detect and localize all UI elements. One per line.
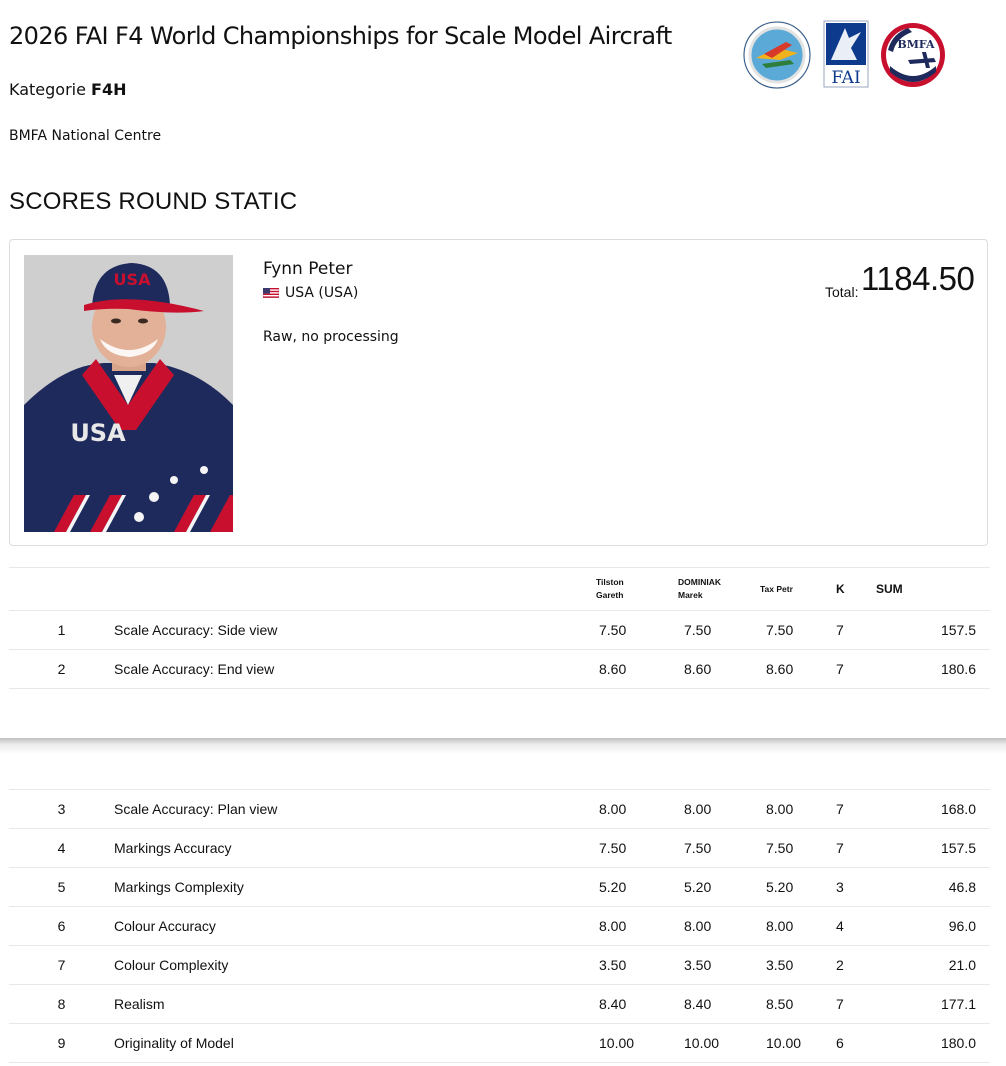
header-judge-1: [584, 568, 672, 611]
judge-2-score: 3.50: [672, 946, 754, 985]
header-criterion: [114, 568, 584, 611]
criterion-name: Originality of Model: [114, 1024, 584, 1063]
row-number: 5: [9, 868, 114, 907]
header-judge-3: [754, 568, 836, 611]
venue-text: BMFA National Centre: [9, 128, 162, 144]
bmfa-logo-text: BMFA: [897, 38, 935, 51]
judge-3-score: 8.50: [754, 985, 836, 1024]
row-number: 6: [9, 907, 114, 946]
judge-3-score: 10.00: [754, 1024, 836, 1063]
championship-logo: [742, 20, 812, 90]
row-number: 8: [9, 985, 114, 1024]
judge-3-score: 7.50: [754, 611, 836, 650]
judge-2-score: 7.50: [672, 611, 754, 650]
k-factor: 4: [836, 907, 876, 946]
criterion-name: Colour Complexity: [114, 946, 584, 985]
row-number: 4: [9, 829, 114, 868]
table-row: [9, 829, 990, 868]
criterion-name: Scale Accuracy: End view: [114, 650, 584, 689]
table-row: [9, 790, 990, 829]
row-sum: 46.8: [876, 868, 990, 907]
judge-1-score: 3.50: [584, 946, 672, 985]
k-factor: 7: [836, 985, 876, 1024]
judge-1-score: 8.40: [584, 985, 672, 1024]
row-sum: 180.0: [876, 1024, 990, 1063]
table-row: [9, 907, 990, 946]
criterion-name: Scale Accuracy: Side view: [114, 611, 584, 650]
judge-1-score: 8.00: [584, 907, 672, 946]
usa-flag-icon: [263, 288, 279, 298]
table-row: [9, 946, 990, 985]
row-number: 1: [9, 611, 114, 650]
table-row: [9, 868, 990, 907]
judge-1-score: 8.00: [584, 790, 672, 829]
judge-1-name: Tilston Gareth: [596, 577, 624, 600]
row-number: 9: [9, 1024, 114, 1063]
judge-2-name: DOMINIAK Marek: [678, 577, 721, 600]
criterion-name: Colour Accuracy: [114, 907, 584, 946]
criterion-name: Markings Accuracy: [114, 829, 584, 868]
row-sum: 157.5: [876, 829, 990, 868]
total-value: 1184.50: [861, 260, 975, 297]
judge-3-score: 8.60: [754, 650, 836, 689]
judge-2-score: 8.60: [672, 650, 754, 689]
scores-table: [9, 567, 990, 689]
scores-table-continued: [9, 751, 990, 1063]
header-k: K: [836, 568, 876, 611]
judge-1-score: 7.50: [584, 829, 672, 868]
row-number: 3: [9, 790, 114, 829]
page-title: 2026 FAI F4 World Championships for Scale Model Aircraft: [9, 22, 672, 50]
judge-2-score: 5.20: [672, 868, 754, 907]
k-factor: 2: [836, 946, 876, 985]
header-judge-2: [672, 568, 754, 611]
criterion-name: Realism: [114, 985, 584, 1024]
k-factor: 7: [836, 829, 876, 868]
judge-2-score: 7.50: [672, 829, 754, 868]
row-sum: 180.6: [876, 650, 990, 689]
bmfa-logo: [878, 20, 948, 90]
table-header-row: [9, 568, 990, 611]
judge-2-score: 8.00: [672, 907, 754, 946]
row-sum: 21.0: [876, 946, 990, 985]
logo-strip: [742, 20, 952, 90]
judge-1-score: 8.60: [584, 650, 672, 689]
spacer-row: [9, 751, 990, 790]
judge-2-score: 8.00: [672, 790, 754, 829]
shirt-text: USA: [70, 419, 126, 447]
row-number: 7: [9, 946, 114, 985]
k-factor: 7: [836, 790, 876, 829]
row-sum: 177.1: [876, 985, 990, 1024]
judge-3-score: 8.00: [754, 790, 836, 829]
judge-1-score: 7.50: [584, 611, 672, 650]
k-factor: 7: [836, 611, 876, 650]
table-row: [9, 1024, 990, 1063]
judge-3-score: 5.20: [754, 868, 836, 907]
judge-3-score: 8.00: [754, 907, 836, 946]
judge-2-score: 10.00: [672, 1024, 754, 1063]
pilot-card: [9, 239, 988, 546]
k-factor: 7: [836, 650, 876, 689]
judge-1-score: 5.20: [584, 868, 672, 907]
category-label: Kategorie: [9, 80, 86, 99]
criterion-name: Scale Accuracy: Plan view: [114, 790, 584, 829]
total-label: Total:: [825, 284, 859, 300]
k-factor: 6: [836, 1024, 876, 1063]
k-factor: 3: [836, 868, 876, 907]
table-row: [9, 611, 990, 650]
pilot-photo: [24, 255, 233, 532]
country-label: USA (USA): [285, 285, 359, 301]
fai-logo: [823, 20, 869, 88]
header-no: [9, 568, 114, 611]
category-value: F4H: [91, 80, 127, 99]
pilot-name: Fynn Peter: [263, 259, 353, 279]
judge-3-score: 3.50: [754, 946, 836, 985]
row-number: 2: [9, 650, 114, 689]
fai-logo-text: FAI: [831, 68, 861, 88]
judge-3-score: 7.50: [754, 829, 836, 868]
pilot-country: [263, 285, 358, 301]
judge-1-score: 10.00: [584, 1024, 672, 1063]
model-note: Raw, no processing: [263, 329, 399, 345]
row-sum: 96.0: [876, 907, 990, 946]
table-row: [9, 985, 990, 1024]
criterion-name: Markings Complexity: [114, 868, 584, 907]
judge-3-name: Tax Petr: [760, 583, 793, 594]
row-sum: 168.0: [876, 790, 990, 829]
table-row: [9, 650, 990, 689]
round-title: SCORES ROUND STATIC: [9, 188, 298, 215]
svg-text:USA: USA: [113, 270, 151, 289]
judge-2-score: 8.40: [672, 985, 754, 1024]
category-line: [9, 80, 127, 99]
header-sum: SUM: [876, 568, 990, 611]
row-sum: 157.5: [876, 611, 990, 650]
